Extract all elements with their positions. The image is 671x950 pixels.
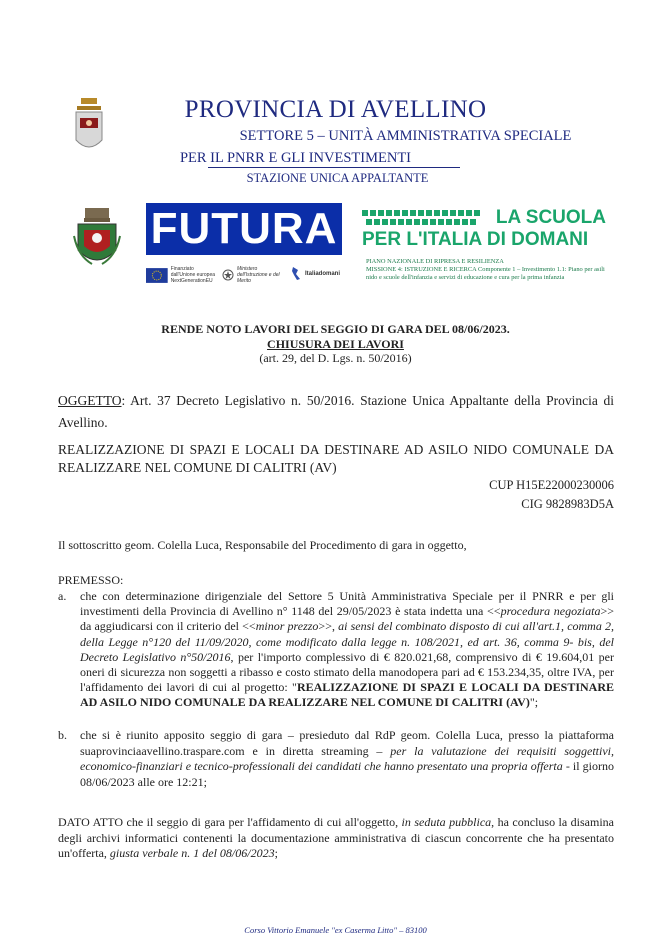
italiadomani-logo [290, 266, 348, 281]
cup-code: CUP H15E22000230006 [489, 478, 614, 492]
item-a-criterion: minor prezzo [255, 619, 319, 634]
scuola-logo-line1: LA SCUOLA [495, 207, 606, 228]
item-b-text-2: - il giorno 08/06/2023 alle ore 12:21; [80, 759, 614, 789]
cig-code: CIG 9828983D5A [521, 497, 614, 511]
ministero-logo [222, 266, 286, 284]
ministero-logo-text: Ministero dell'Istruzione e del Merito [237, 266, 280, 284]
premesso-item-b [80, 728, 614, 790]
oggetto-label: OGGETTO [58, 393, 122, 408]
eu-logo [146, 266, 218, 284]
dato-atto-paragraph [58, 815, 614, 862]
item-a-text-5: "; [529, 695, 539, 710]
header-sua-line: STAZIONE UNICA APPALTANTE [246, 171, 429, 185]
premesso-item-a [80, 589, 614, 711]
pnrr-caption-mission: MISSIONE 4: ISTRUZIONE E RICERCA Componente 1 – Investimento 1.1: Piano per asili nido e scuole dell'infanzia e servizi di educazione e cura per la prima infanzia [366, 266, 605, 281]
oggetto-paragraph [58, 390, 614, 434]
header-sector-line: SETTORE 5 – UNITÀ AMMINISTRATIVA SPECIALE [239, 128, 572, 144]
eu-logo-text: Finanziato dall'Unione europea NextGenerationEU [170, 266, 216, 284]
italia-shape-icon [290, 266, 302, 281]
header-divider [208, 167, 460, 168]
notice-law-reference: (art. 29, del D. Lgs. n. 50/2016) [259, 351, 412, 365]
item-a-legal-basis: ai sensi del combinato disposto di cui all'art.1, comma 2, della Legge n°120 del 11/09/2020, come modificato dalla legge n. 108/2021, ed art. 36, comma 9- bis, del Decreto Legislativo n°50/2016 [80, 619, 614, 664]
page-title: PROVINCIA DI AVELLINO [184, 96, 487, 123]
dato-text-3: ; [274, 846, 278, 860]
item-b-text-1: che si è riunito apposito seggio di gara – presieduto dal RdP geom. Colella Luca, presso la piattaforma suaprovinciaavellino.traspare.com e in diretta streaming – [80, 728, 614, 758]
item-a-text-3: >>, [318, 619, 339, 634]
dato-text-1: DATO ATTO che il seggio di gara per l'affidamento di cui all'oggetto, [58, 815, 402, 829]
notice-subtitle: CHIUSURA DEI LAVORI [267, 337, 404, 351]
italiadomani-logo-text: Italiadomani [305, 270, 341, 277]
pnrr-caption [366, 258, 606, 282]
item-a-text-4: , per l'importo complessivo di € 820.021,68, comprensivo di € 19.604,01 per oneri di sicurezza non soggetti a ribasso e costo stimato della manodopera pari ad € 153.234,35, oltre IVA, per l'affidamento dei lavori di cui al progetto: " [80, 649, 614, 695]
item-a-procedure: procedura negoziata [500, 604, 601, 619]
item-b-purpose: per la valutazione dei requisiti soggettivi, economico-finanziari e tecnico-professionali dei candidati che hanno presentato una propria offerta [80, 743, 615, 773]
notice-subtitle-wrap [0, 337, 671, 352]
emblem-icon [222, 268, 234, 283]
item-a-project-title: REALIZZAZIONE DI SPAZI E LOCALI DA DESTINARE AD ASILO NIDO COMUNALE DA REALIZZARE NEL COMUNE DI CALITRI (AV) [80, 680, 615, 710]
scuola-logo-line2: PER L'ITALIA DI DOMANI [362, 229, 589, 250]
futura-logo: FUTURA [146, 203, 342, 255]
page-footer-address: Corso Vittorio Emanuele "ex Caserma Litto" – 83100 [244, 925, 427, 935]
oggetto-heading: REALIZZAZIONE DI SPAZI E LOCALI DA DESTINARE AD ASILO NIDO COMUNALE DA REALIZZARE NEL COMUNE DI CALITRI (AV) [58, 442, 614, 475]
comune-crest-icon [72, 206, 122, 270]
eu-flag-icon [146, 268, 168, 283]
premesso-heading: PREMESSO: [58, 573, 124, 587]
dato-verbale: giusta verbale n. 1 del 08/06/2023 [109, 846, 275, 860]
item-a-text-2: >> da aggiudicarsi con il criterio del << [80, 604, 614, 634]
notice-title: RENDE NOTO LAVORI DEL SEGGIO DI GARA DEL 08/06/2023. [161, 322, 510, 336]
oggetto-text: : Art. 37 Decreto Legislativo n. 50/2016. Stazione Unica Appaltante della Provincia di Avellino. [58, 393, 614, 430]
list-marker-b: b. [58, 728, 67, 742]
intro-text: Il sottoscritto geom. Colella Luca, Responsabile del Procedimento di gara in oggetto, [58, 538, 467, 552]
header-pnrr-line: PER IL PNRR E GLI INVESTIMENTI [179, 150, 412, 166]
dato-text-2: , ha concluso la disamina degli archivi informatici contenenti la documentazione amministrativa di ciascun concorrente che ha presentato un'offerta, [58, 815, 614, 860]
pnrr-caption-title: PIANO NAZIONALE DI RIPRESA E RESILIENZA [366, 258, 504, 265]
list-marker-a: a. [58, 589, 67, 603]
item-a-text-1: che con determinazione dirigenziale del Settore 5 Unità Amministrativa Speciale per il PNRR e per gli investimenti della Provincia di Avellino n° 1148 del 29/05/2023 è stata indetta una << [80, 589, 614, 619]
dato-seduta: in seduta pubblica [401, 815, 492, 829]
